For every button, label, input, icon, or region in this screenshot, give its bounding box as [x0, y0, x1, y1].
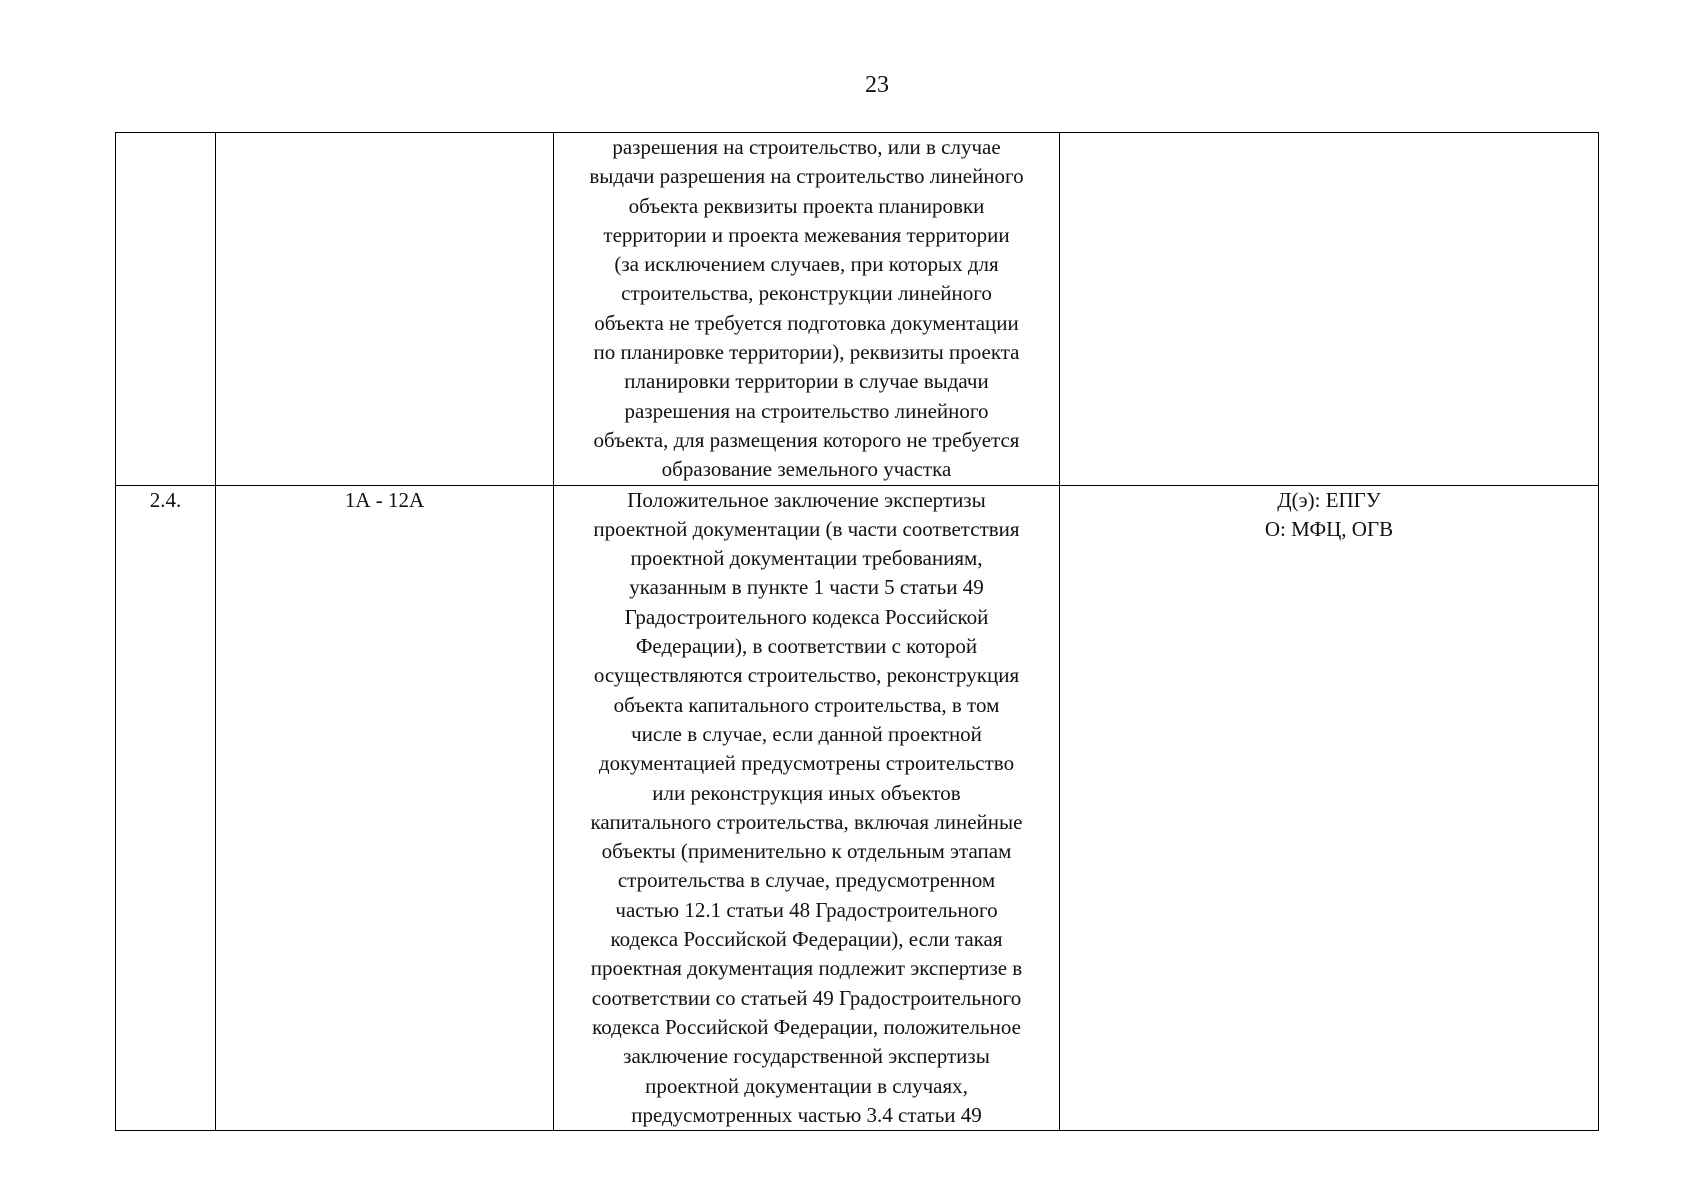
text-line: числе в случае, если данной проектной: [631, 721, 982, 746]
documents-table: [115, 132, 1599, 1131]
text-line: кодекса Российской Федерации, положительное: [592, 1014, 1021, 1039]
text-line: или реконструкция иных объектов: [652, 780, 961, 805]
text-line: строительства, реконструкции линейного: [621, 281, 992, 306]
channels-cell: [1060, 485, 1599, 1131]
text-line: объекта реквизиты проекта планировки: [628, 193, 985, 218]
text-line: разрешения на строительство, или в случае: [612, 135, 1001, 159]
text-line: объекта, для размещения которого не требуется: [593, 427, 1020, 452]
text-line: разрешения на строительство линейного: [624, 398, 989, 423]
text-line: образование земельного участка: [661, 457, 952, 482]
text-line: предусмотренных частью 3.4 статьи 49: [631, 1102, 982, 1127]
document-description: [554, 133, 1059, 485]
text-line: проектной документации (в части соответствия: [593, 516, 1020, 541]
text-line: соответствии со статьей 49 Градостроительного: [591, 985, 1022, 1010]
text-line: кодекса Российской Федерации), если такая: [610, 927, 1003, 952]
row-code-cell: [216, 133, 554, 486]
text-line: заключение государственной экспертизы: [623, 1044, 990, 1069]
text-line: проектная документация подлежит экспертизе в: [590, 956, 1023, 981]
text-line: объекта капитального строительства, в том: [613, 692, 1000, 717]
channel-electronic: Д(э): ЕПГУ: [1277, 487, 1381, 512]
text-line: по планировке территории), реквизиты проекта: [593, 340, 1020, 365]
text-line: Положительное заключение экспертизы: [627, 487, 986, 512]
table-row: [116, 133, 1599, 486]
text-line: проектной документации в случаях,: [645, 1073, 968, 1098]
text-line: планировки территории в случае выдачи: [624, 369, 989, 394]
text-line: осуществляются строительство, реконструкция: [593, 663, 1020, 688]
document-description: [554, 486, 1059, 1131]
page-number: 23: [865, 72, 889, 98]
row-code: 1А - 12А: [344, 487, 425, 512]
row-code-cell: [216, 485, 554, 1131]
row-number-cell: [116, 133, 216, 486]
channels-cell: [1060, 133, 1599, 486]
row-number: 2.4.: [149, 487, 182, 512]
table-row: [116, 485, 1599, 1131]
text-line: капитального строительства, включая линейные: [590, 809, 1023, 834]
document-description-cell: [554, 485, 1060, 1131]
text-line: объекты (применительно к отдельным этапам: [601, 839, 1012, 864]
text-line: Градостроительного кодекса Российской: [624, 604, 989, 629]
text-line: указанным в пункте 1 части 5 статьи 49: [629, 575, 984, 600]
document-description-cell: [554, 133, 1060, 486]
text-line: документацией предусмотрены строительство: [598, 751, 1015, 776]
text-line: выдачи разрешения на строительство линейного: [589, 164, 1024, 189]
text-line: строительства в случае, предусмотренном: [617, 868, 996, 893]
text-line: частью 12.1 статьи 48 Градостроительного: [615, 897, 998, 922]
channels-list: [1060, 486, 1598, 545]
channel-original: О: МФЦ, ОГВ: [1264, 516, 1394, 541]
text-line: территории и проекта межевания территории: [603, 222, 1010, 247]
text-line: (за исключением случаев, при которых для: [614, 252, 999, 277]
text-line: проектной документации требованиям,: [630, 546, 983, 571]
text-line: Федерации), в соответствии с которой: [635, 634, 978, 659]
text-line: объекта не требуется подготовка документации: [594, 310, 1019, 335]
row-number-cell: [116, 485, 216, 1131]
